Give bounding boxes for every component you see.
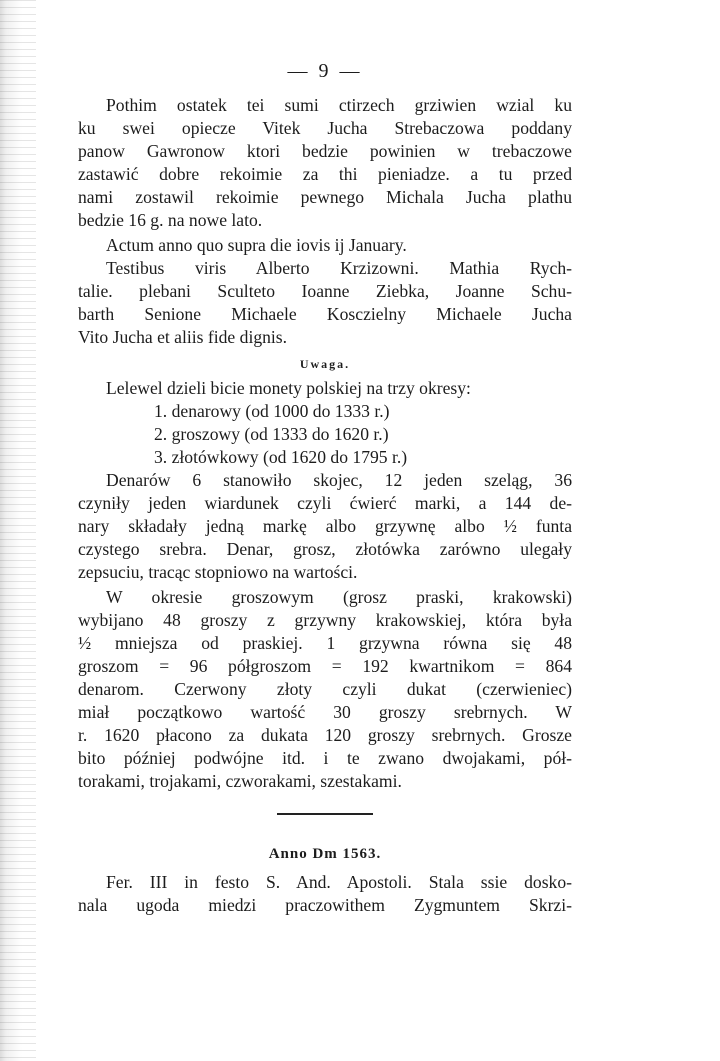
list-item: 3. złotówkowy (od 1620 do 1795 r.) [154, 447, 408, 467]
text-line: miał początkowo wartość 30 groszy srebrnych. W [78, 702, 572, 722]
text-line: wybijano 48 groszy z grzywny krakowskiej, która była [78, 610, 572, 630]
list-item: 1. denarowy (od 1000 do 1333 r.) [154, 401, 390, 421]
text-line: nary składały jedną markę albo grzywnę albo ½ funta [78, 516, 572, 536]
list-item: 2. groszowy (od 1333 do 1620 r.) [154, 424, 389, 444]
note-intro [78, 377, 572, 400]
text-line: W okresie groszowym (grosz praski, krakowski) [106, 587, 572, 607]
paragraph-1 [78, 94, 572, 232]
text-line: czystego srebra. Denar, grosz, złotówka zarówno ulegały [78, 539, 572, 559]
section-divider [277, 813, 373, 815]
note-heading: Uwaga. [299, 357, 351, 371]
note-list [78, 400, 572, 469]
text-line: talie. plebani Sculteto Ioanne Ziebka, Joanne Schu- [78, 281, 572, 301]
text-line: zepsuciu, tracąc stopniowo na wartości. [78, 562, 358, 582]
page-number: — 9 — [287, 60, 363, 82]
section-paragraph [78, 871, 572, 917]
text-line: Lelewel dzieli bicie monety polskiej na trzy okresy: [106, 378, 471, 398]
text-line: bedzie 16 g. na nowe lato. [78, 210, 263, 230]
section-heading: Anno Dm 1563. [268, 846, 382, 862]
text-line: groszom = 96 półgroszom = 192 kwartnikom = 864 [78, 656, 572, 676]
text-line: Actum anno quo supra die iovis ij January. [106, 235, 407, 255]
text-line: bito później podwójne itd. i te zwano dwojakami, pół- [78, 748, 572, 768]
paragraph-2 [78, 234, 572, 257]
text-line: Denarów 6 stanowiło skojec, 12 jeden szeląg, 36 [106, 470, 572, 490]
text-line: nami zostawil rekoimie pewnego Michala Jucha plathu [78, 187, 572, 207]
text-line: Testibus viris Alberto Krzizowni. Mathia Rych- [106, 258, 572, 278]
text-line: Pothim ostatek tei sumi ctirzech grziwien wzial ku [106, 95, 572, 115]
text-line: zastawić dobre rekoimie za thi pieniadze. a tu przed [78, 164, 572, 184]
scanned-page-edge [0, 0, 36, 1061]
paragraph-3 [78, 257, 572, 349]
note-paragraph-1 [78, 469, 572, 584]
text-line: torakami, trojakami, czworakami, szestakami. [78, 771, 402, 791]
text-line: czyniły jeden wiardunek czyli ćwierć marki, a 144 de- [78, 493, 572, 513]
text-line: r. 1620 płacono za dukata 120 groszy srebrnych. Grosze [78, 725, 572, 745]
text-line: panow Gawronow ktori bedzie powinien w trebaczowe [78, 141, 572, 161]
text-line: ku swei opiecze Vitek Jucha Strebaczowa poddany [78, 118, 572, 138]
text-line: nala ugoda miedzi praczowithem Zygmuntem Skrzi- [78, 895, 572, 915]
text-line: denarom. Czerwony złoty czyli dukat (czerwieniec) [78, 679, 572, 699]
text-line: barth Senione Michaele Kosczielny Michaele Jucha [78, 304, 572, 324]
text-line: Fer. III in festo S. And. Apostoli. Stala ssie dosko- [106, 872, 572, 892]
text-line: Vito Jucha et aliis fide dignis. [78, 327, 288, 347]
note-paragraph-2 [78, 586, 572, 793]
page-body [78, 94, 572, 917]
text-line: ½ mniejsza od praskiej. 1 grzywna równa się 48 [78, 633, 572, 653]
